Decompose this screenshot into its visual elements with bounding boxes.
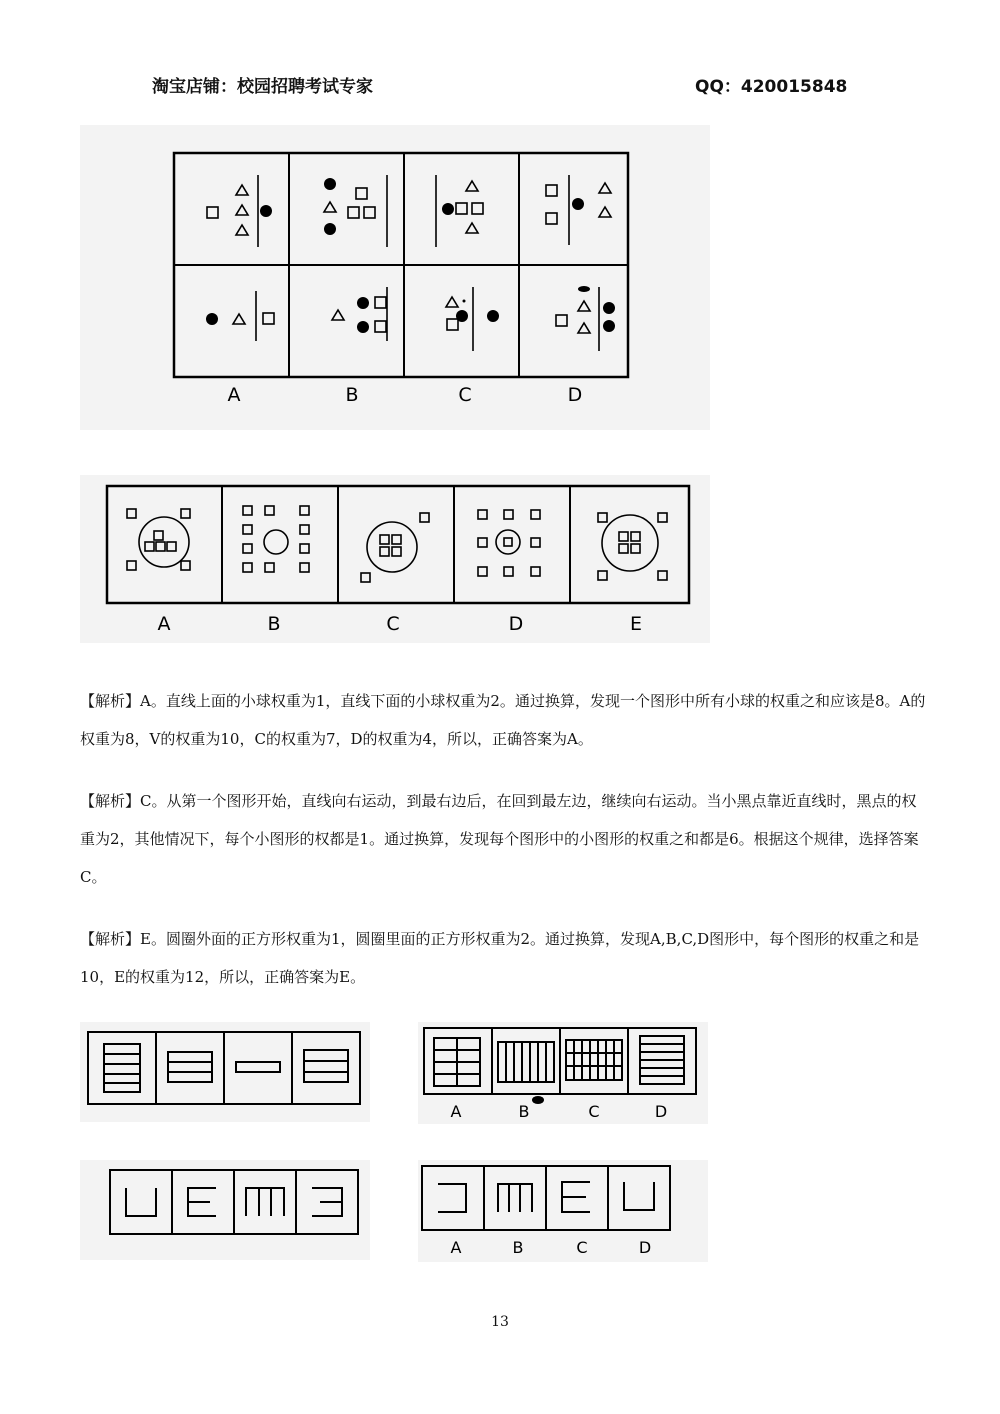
figure-2-label-d: D bbox=[508, 613, 524, 635]
figure-4-label-d: D bbox=[638, 1238, 652, 1257]
figure-1-label-c: C bbox=[458, 384, 472, 406]
figure-2-label-c: C bbox=[386, 613, 400, 635]
figure-3-label-d: D bbox=[654, 1102, 668, 1121]
analysis-2-text: C。从第一个图形开始，直线向右运动，到最右边后，在回到最左边，继续向右运动。当小黑点靠近直线时，黑点的权重为2，其他情况下，每个小图形的权都是1。通过换算，发现每个图形中的小图形的权重之和都是6。根据这个规律，选择答案C。 bbox=[80, 792, 919, 886]
analysis-1-text: A。直线上面的小球权重为1，直线下面的小球权重为2。通过换算，发现一个图形中所有小球的权重之和应该是8。A的权重为8，V的权重为10，C的权重为7，D的权重为4，所以，正确答案为A。 bbox=[80, 692, 926, 748]
analysis-3-text: E。圆圈外面的正方形权重为1，圆圈里面的正方形权重为2。通过换算，发现A,B,C,D图形中，每个图形的权重之和是10，E的权重为12，所以，正确答案为E。 bbox=[80, 930, 920, 986]
header-shop: 淘宝店铺：校园招聘考试专家 bbox=[152, 77, 373, 97]
figure-2-label-e: E bbox=[629, 613, 643, 635]
page-number: 13 bbox=[491, 1314, 509, 1330]
figure-4-label-a: A bbox=[450, 1238, 462, 1257]
figure-2 bbox=[80, 475, 710, 643]
figure-3-options bbox=[418, 1022, 708, 1124]
figure-4-label-c: C bbox=[576, 1238, 588, 1257]
analysis-3-tag: 【解析】 bbox=[80, 930, 141, 948]
figure-1 bbox=[80, 125, 710, 430]
figure-4-label-b: B bbox=[512, 1238, 524, 1257]
figure-1-label-b: B bbox=[345, 384, 359, 406]
figure-3-label-a: A bbox=[450, 1102, 462, 1121]
analysis-2 bbox=[80, 782, 930, 896]
figure-4-question bbox=[80, 1160, 370, 1260]
figure-3-question bbox=[80, 1022, 370, 1122]
figure-1-label-d: D bbox=[567, 384, 583, 406]
analysis-1 bbox=[80, 682, 930, 758]
figure-2-label-b: B bbox=[267, 613, 281, 635]
analysis-2-tag: 【解析】 bbox=[80, 792, 141, 810]
header-qq: QQ：420015848 bbox=[695, 77, 848, 97]
figure-4-options bbox=[418, 1160, 708, 1262]
figure-3-label-c: C bbox=[588, 1102, 600, 1121]
figure-2-label-a: A bbox=[157, 613, 171, 635]
figure-1-label-a: A bbox=[227, 384, 241, 406]
analysis-1-tag: 【解析】 bbox=[80, 692, 141, 710]
analysis-3 bbox=[80, 920, 930, 996]
figure-3-label-b: B bbox=[518, 1102, 530, 1121]
